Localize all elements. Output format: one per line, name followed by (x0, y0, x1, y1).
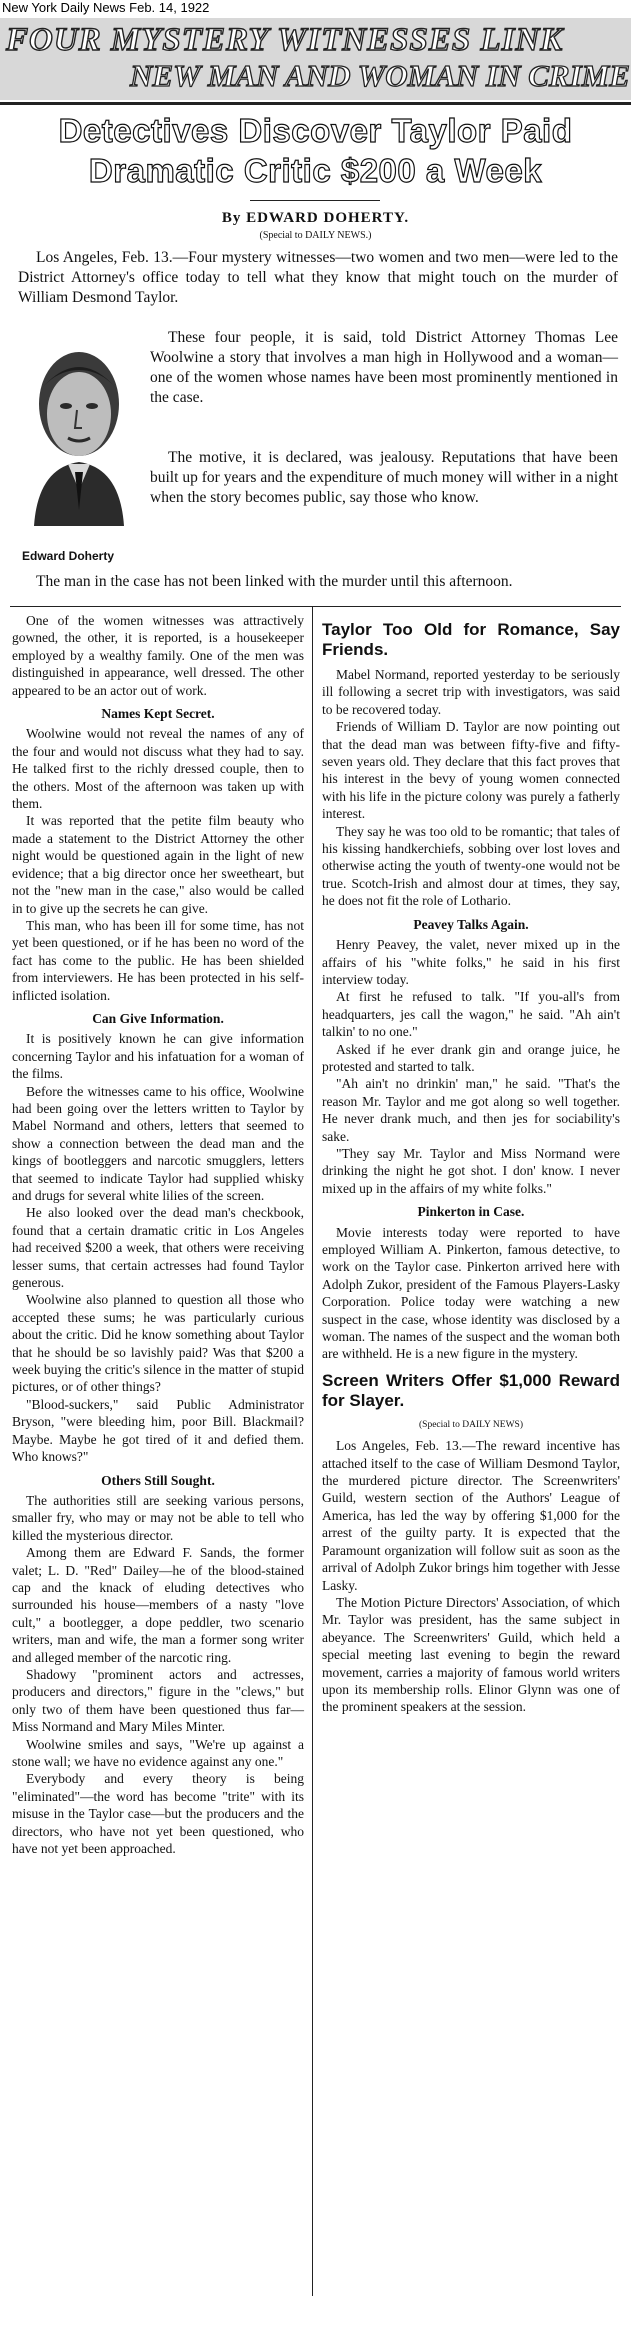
author-photo (20, 340, 138, 526)
subhead-others-still-sought: Others Still Sought. (101, 1472, 215, 1488)
headline-line-1: Detectives Discover Taylor Paid (58, 112, 573, 149)
subhead-names-kept-secret: Names Kept Secret. (101, 706, 215, 722)
right-column: Taylor Too Old for Romance, Say Friends. Mabel Normand, reported yesterday to be seriously ill following a secret trip with investigators, was said to be recovered today. Friends of William D. Taylor are now pointing out that the dead man was between fifty-five and fifty-seven years old. They declare that this fact proves that his interest in the bevy of young women connected with his life in the picture colony was purely a fatherly interest. They say he was too old to be romantic; that tales of his kissing handkerchiefs, sobbing over lost loves and otherwise acting the youth of twenty-one would not be true. Scotch-Irish and almost dour at times, they say, he does not fit the role of Lothario. Peavey Talks Again. Henry Peavey, the valet, never mixed up in the affairs of his "white folks," he said in his first interview today. At first he refused to talk. "If you-all's from headquarters, jes call the wagon," he said. "Ah ain't talkin' to no one." Asked if he ever drank gin and orange juice, he protested and started to talk. "Ah ain't no drinkin' man," he said. "That's the reason Mr. Taylor and me got along so well together. He never drank much, and then jes for sociability's sake. "They say Mr. Taylor and Miss Normand were drinking the night he got shot. I don' know. I never mixed up in the affairs of my white folks." Pinkerton in Case. Movie interests today were reported to have employed William A. Pinkerton, famous detective, to work on the Taylor case. Pinkerton arrived here with Adolph Zukor, president of the Famous Players-Lasky Corporation. Police today were watching a new suspect in the case, whose identity was disclosed by a woman. The names of the suspect and the woman both are withheld. He is a new figure in the mystery. Screen Writers Offer $1,000 Reward for Slayer. (Special to DAILY NEWS) Los Angeles, Feb. 13.—The reward incentive has attached itself to the case of William Desmond Taylor, the murdered picture director. The Screenwriters' Guild, western section of the Authors' League of America, has led the way by offering $1,000 for the arrest of the guilty party. It is expected that the Paramount organization will follow suit as soon as the arrival of Adolph Zukor brings him together with Jesse Lasky. The Motion Picture Directors' Association, of which Mr. Taylor was president, has the same subject in abeyance. The Screenwriters' Guild, which held a special meeting last evening to begin the reward movement, carries a majority of famous world writers upon its membership rolls. Elinor Glynn was one of the prominent speakers at the session. (322, 620, 620, 1715)
dateline: New York Daily News Feb. 14, 1922 (2, 0, 210, 15)
subhead-can-give-information: Can Give Information. (92, 1010, 224, 1026)
top-rule (0, 102, 631, 105)
subhead-peavey-talks-again: Peavey Talks Again. (413, 916, 529, 932)
left-column: One of the women witnesses was attractively gowned, the other, it is reported, is a housekeeper employed by a wealthy family. One of the men was distinguished in appearance, well dressed. The other appeared to be an actor out of work. Names Kept Secret. Woolwine would not reveal the names of any of the four and would not discuss what they had to say. He talked first to the richly dressed couple, then to the others. Most of the afternoon was taken up with them. It was reported that the petite film beauty who made a statement to the District Attorney the other night would be questioned again in the light of new evidence; that a big director once her sweetheart, but not the "new man in the case," also would be called in to give up the secrets he can give. This man, who has been ill for some time, has not yet been questioned, or if he has been no word of the fact has come to the public. He has been shielded from interviewers. He has been protected in his self-inflicted isolation. Can Give Information. It is positively known he can give information concerning Taylor and his infatuation for a woman of the films. Before the witnesses came to his office, Woolwine had been going over the letters written to Taylor by Mabel Normand and others, letters that seemed to show a connection between the dead man and the kings of bootleggers and narcotic smugglers, letters that seemed to indicate Taylor had supplied whisky and drugs for several white lilies of the screen. He also looked over the dead man's checkbook, found that a certain dramatic critic in Los Angeles had received $200 a week, that others were receiving lesser sums, that certain actresses had found Taylor generous. Woolwine also planned to question all those who accepted these sums; he was particularly curious about the critic. Did he know something about Taylor that he should be so lavishly paid? Was that $200 a week buying the critic's silence in the matter of stupid pictures, or of other things? "Blood-suckers," said Public Administrator Bryson, "were bleeding him, poor Bill. Blackmail? Maybe. Maybe he got tired of it and defied them. Who knows?" Others Still Sought. The authorities still are seeking various persons, smaller fry, who may or may not be able to tell who killed the mysterious director. Among them are Edward F. Sands, the former valet; L. D. "Red" Dailey—he of the blood-stained cap and the knack of eluding detectives who surrounded his house—members of a nasty "love cult," a bootlegger, a dope peddler, two scenario writers, man and wife, the man a former song writer and alleged member of the narcotic ring. Shadowy "prominent actors and actresses, producers and directors," figure in the "clews," but only two of them have been questioned thus far—Miss Normand and Mary Miles Minter. Woolwine smiles and says, "We're up against a stone wall; we have no evidence against any one." Everybody and every theory is being "eliminated"—the word has become "trite" with its misuse in the Taylor case—but the producers and the directors, who have not yet been questioned, who have not yet been approached. (12, 613, 304, 1857)
byline: By EDWARD DOHERTY. (221, 210, 410, 226)
kicker-line-2: NEW MAN AND WOMAN IN CRIME (130, 58, 630, 93)
headline-rule (250, 200, 380, 201)
lead-para-3-top: The motive, it is declared, was jealousy. Reputations that have been built up for years and the expenditure of much money will wither in a night when the story becomes public, say those who know. (150, 449, 618, 506)
byline-special: (Special to DAILY NEWS.) (259, 230, 372, 241)
lead-para-1: Los Angeles, Feb. 13.—Four mystery witnesses—two women and two men—were led to the District Attorney's office today to tell what they know that might touch on the murder of William Desmond Taylor. (18, 249, 618, 306)
photo-caption: Edward Doherty (22, 549, 115, 563)
lead-para-2: These four people, it is said, told District Attorney Thomas Lee Woolwine a story that involves a man high in Hollywood and a woman—one of the women whose names have been most prominently mentioned in the case. (150, 329, 618, 406)
reward-article-title: Screen Writers Offer $1,000 Reward for Slayer. (322, 1370, 620, 1410)
lead-para-4: The man in the case has not been linked with the murder until this afternoon. (36, 573, 513, 590)
headline-line-2: Dramatic Critic $200 a Week (88, 152, 543, 189)
column-divider (312, 606, 313, 2296)
kicker-line-1: FOUR MYSTERY WITNESSES LINK (6, 22, 564, 58)
reward-article-special: (Special to DAILY NEWS) (419, 1419, 523, 1430)
section-rule (10, 606, 621, 607)
subhead-pinkerton-in-case: Pinkerton in Case. (417, 1204, 525, 1220)
right-column-title: Taylor Too Old for Romance, Say Friends. (322, 620, 620, 659)
